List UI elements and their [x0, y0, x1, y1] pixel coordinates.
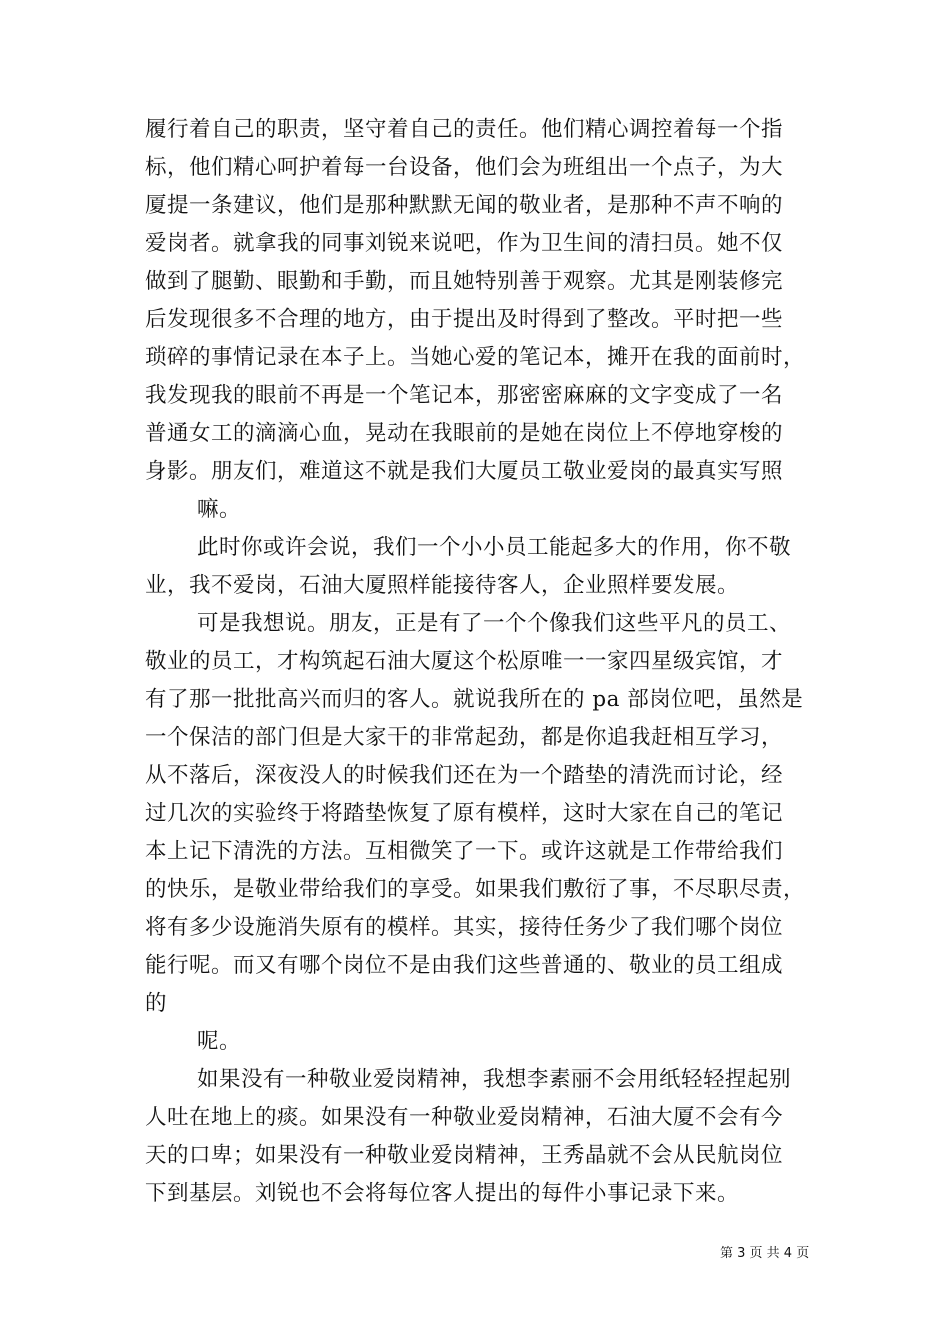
text-line: 做到了腿勤、眼勤和手勤，而且她特别善于观察。尤其是刚装修完 — [145, 269, 784, 294]
text-line: 嘛。 — [197, 497, 242, 522]
text-line: 我发现我的眼前不再是一个笔记本，那密密麻麻的文字变成了一名 — [145, 383, 784, 408]
text-line: 下到基层。刘锐也不会将每位客人提出的每件小事记录下来。 — [145, 1181, 740, 1206]
text-line: 身影。朋友们，难道这不就是我们大厦员工敬业爱岗的最真实写照 — [145, 459, 784, 484]
text-line: 过几次的实验终于将踏垫恢复了原有模样，这时大家在自己的笔记 — [145, 801, 784, 826]
text-line: 琐碎的事情记录在本子上。当她心爱的笔记本，摊开在我的面前时， — [145, 345, 806, 370]
text-line: 厦提一条建议，他们是那种默默无闻的敬业者，是那种不声不响的 — [145, 193, 784, 218]
page-number-label: 第 3 页 共 4 页 — [720, 1246, 810, 1261]
text-line: 的 — [145, 991, 168, 1016]
paragraph-start-line: 可是我想说。朋友，正是有了一个个像我们这些平凡的员工、 — [197, 611, 792, 636]
text-line: 的快乐，是敬业带给我们的享受。如果我们敷衍了事，不尽职尽责， — [145, 877, 806, 902]
text-line: 普通女工的滴滴心血，晃动在我眼前的是她在岗位上不停地穿梭的 — [145, 421, 784, 446]
paragraph-start-line: 此时你或许会说，我们一个小小员工能起多大的作用，你不敬 — [197, 535, 792, 560]
text-line: 标，他们精心呵护着每一台设备，他们会为班组出一个点子，为大 — [145, 155, 784, 180]
text-line: 人吐在地上的痰。如果没有一种敬业爱岗精神，石油大厦不会有今 — [145, 1105, 784, 1130]
text-line: 后发现很多不合理的地方，由于提出及时得到了整改。平时把一些 — [145, 307, 784, 332]
text-line: 爱岗者。就拿我的同事刘锐来说吧，作为卫生间的清扫员。她不仅 — [145, 231, 784, 256]
text-line: 一个保洁的部门但是大家干的非常起劲，都是你追我赶相互学习， — [145, 725, 784, 750]
text-line: 本上记下清洗的方法。互相微笑了一下。或许这就是工作带给我们 — [145, 839, 784, 864]
text-line: 能行呢。而又有哪个岗位不是由我们这些普通的、敬业的员工组成 — [145, 953, 784, 978]
text-line: 履行着自己的职责，坚守着自己的责任。他们精心调控着每一个指 — [145, 117, 784, 142]
text-line: 从不落后，深夜没人的时候我们还在为一个踏垫的清洗而讨论，经 — [145, 763, 784, 788]
text-line: 敬业的员工，才构筑起石油大厦这个松原唯一一家四星级宾馆，才 — [145, 649, 784, 674]
text-line: 有了那一批批高兴而归的客人。就说我所在的 pa 部岗位吧，虽然是 — [145, 687, 804, 712]
text-line: 天的口卑；如果没有一种敬业爱岗精神，王秀晶就不会从民航岗位 — [145, 1143, 784, 1168]
text-line: 业，我不爱岗，石油大厦照样能接待客人，企业照样要发展。 — [145, 573, 740, 598]
text-line: 呢。 — [197, 1029, 242, 1054]
paragraph-start-line: 如果没有一种敬业爱岗精神，我想李素丽不会用纸轻轻捏起别 — [197, 1067, 792, 1092]
text-line: 将有多少设施消失原有的模样。其实，接待任务少了我们哪个岗位 — [145, 915, 784, 940]
